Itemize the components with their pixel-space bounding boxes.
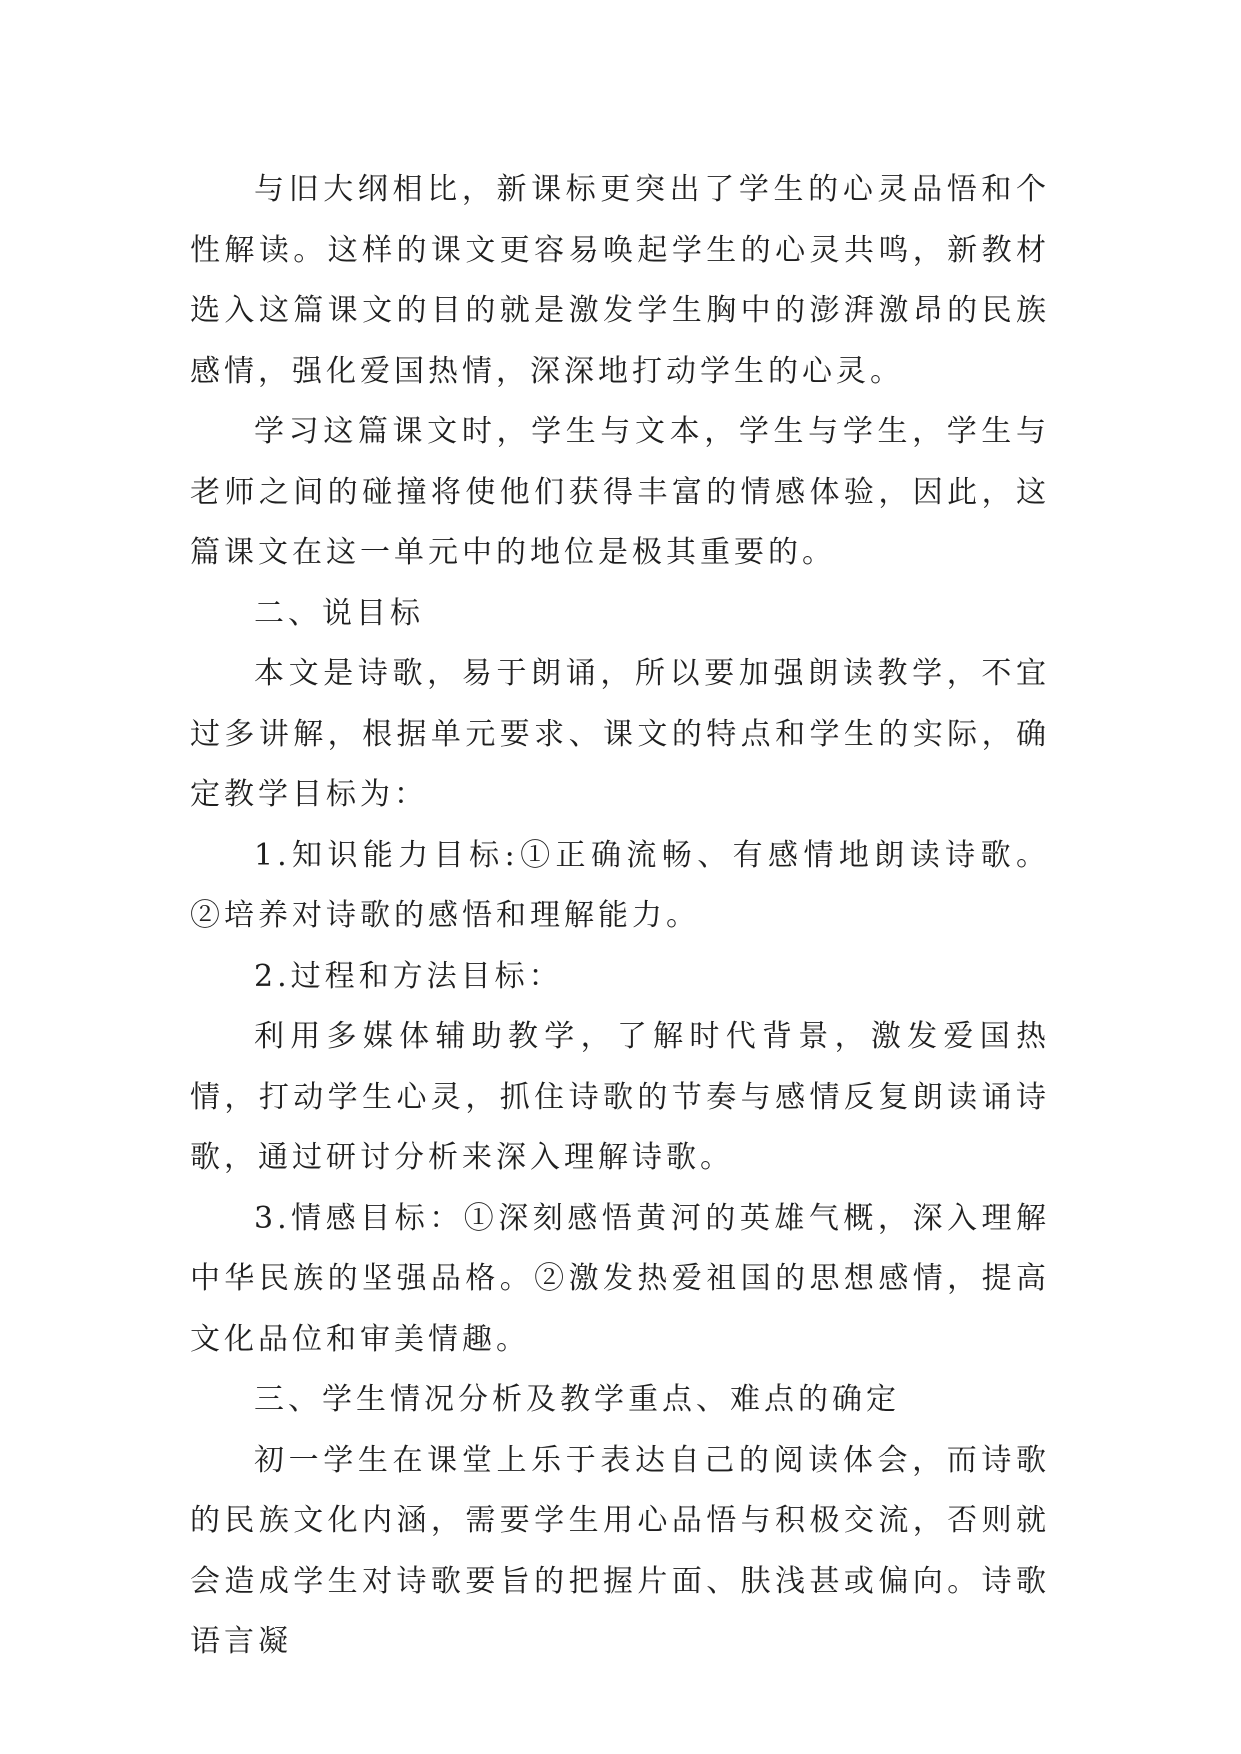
paragraph-new-curriculum: 与旧大纲相比，新课标更突出了学生的心灵品悟和个性解读。这样的课文更容易唤起学生的心灵共鸣，新教材选入这篇课文的目的就是激发学生胸中的澎湃激昂的民族感情，强化爱国热情，深深地打动学生的心灵。: [190, 172, 1050, 389]
section-heading-student-analysis: 三、学生情况分析及教学重点、难点的确定: [254, 1382, 900, 1417]
section-heading-objectives: 二、说目标: [254, 595, 424, 631]
objective-emotion: 3.情感目标：①深刻感悟黄河的英雄气概，深入理解中华民族的坚强品格。②激发热爱祖国的思想感情，提高文化品位和审美情趣。: [190, 1200, 1050, 1357]
objective-process-heading: 2.过程和方法目标：: [254, 958, 563, 994]
paragraph-student-analysis: 初一学生在课堂上乐于表达自己的阅读体会，而诗歌的民族文化内涵，需要学生用心品悟与积极交流，否则就会造成学生对诗歌要旨的把握片面、肤浅甚或偏向。诗歌语言凝: [190, 1442, 1050, 1659]
objective-knowledge: 1.知识能力目标:①正确流畅、有感情地朗读诗歌。②培养对诗歌的感悟和理解能力。: [190, 837, 1050, 933]
paragraph-learning-experience: 学习这篇课文时，学生与文本，学生与学生，学生与老师之间的碰撞将使他们获得丰富的情感体验，因此，这篇课文在这一单元中的地位是极其重要的。: [190, 414, 1050, 570]
objective-process-body: 利用多媒体辅助教学，了解时代背景，激发爱国热情，打动学生心灵，抓住诗歌的节奏与感情反复朗读诵诗歌，通过研讨分析来深入理解诗歌。: [190, 1019, 1050, 1175]
paragraph-objectives-intro: 本文是诗歌，易于朗诵，所以要加强朗读教学，不宜过多讲解，根据单元要求、课文的特点和学生的实际，确定教学目标为：: [190, 656, 1050, 812]
document-body: [190, 160, 1050, 1673]
